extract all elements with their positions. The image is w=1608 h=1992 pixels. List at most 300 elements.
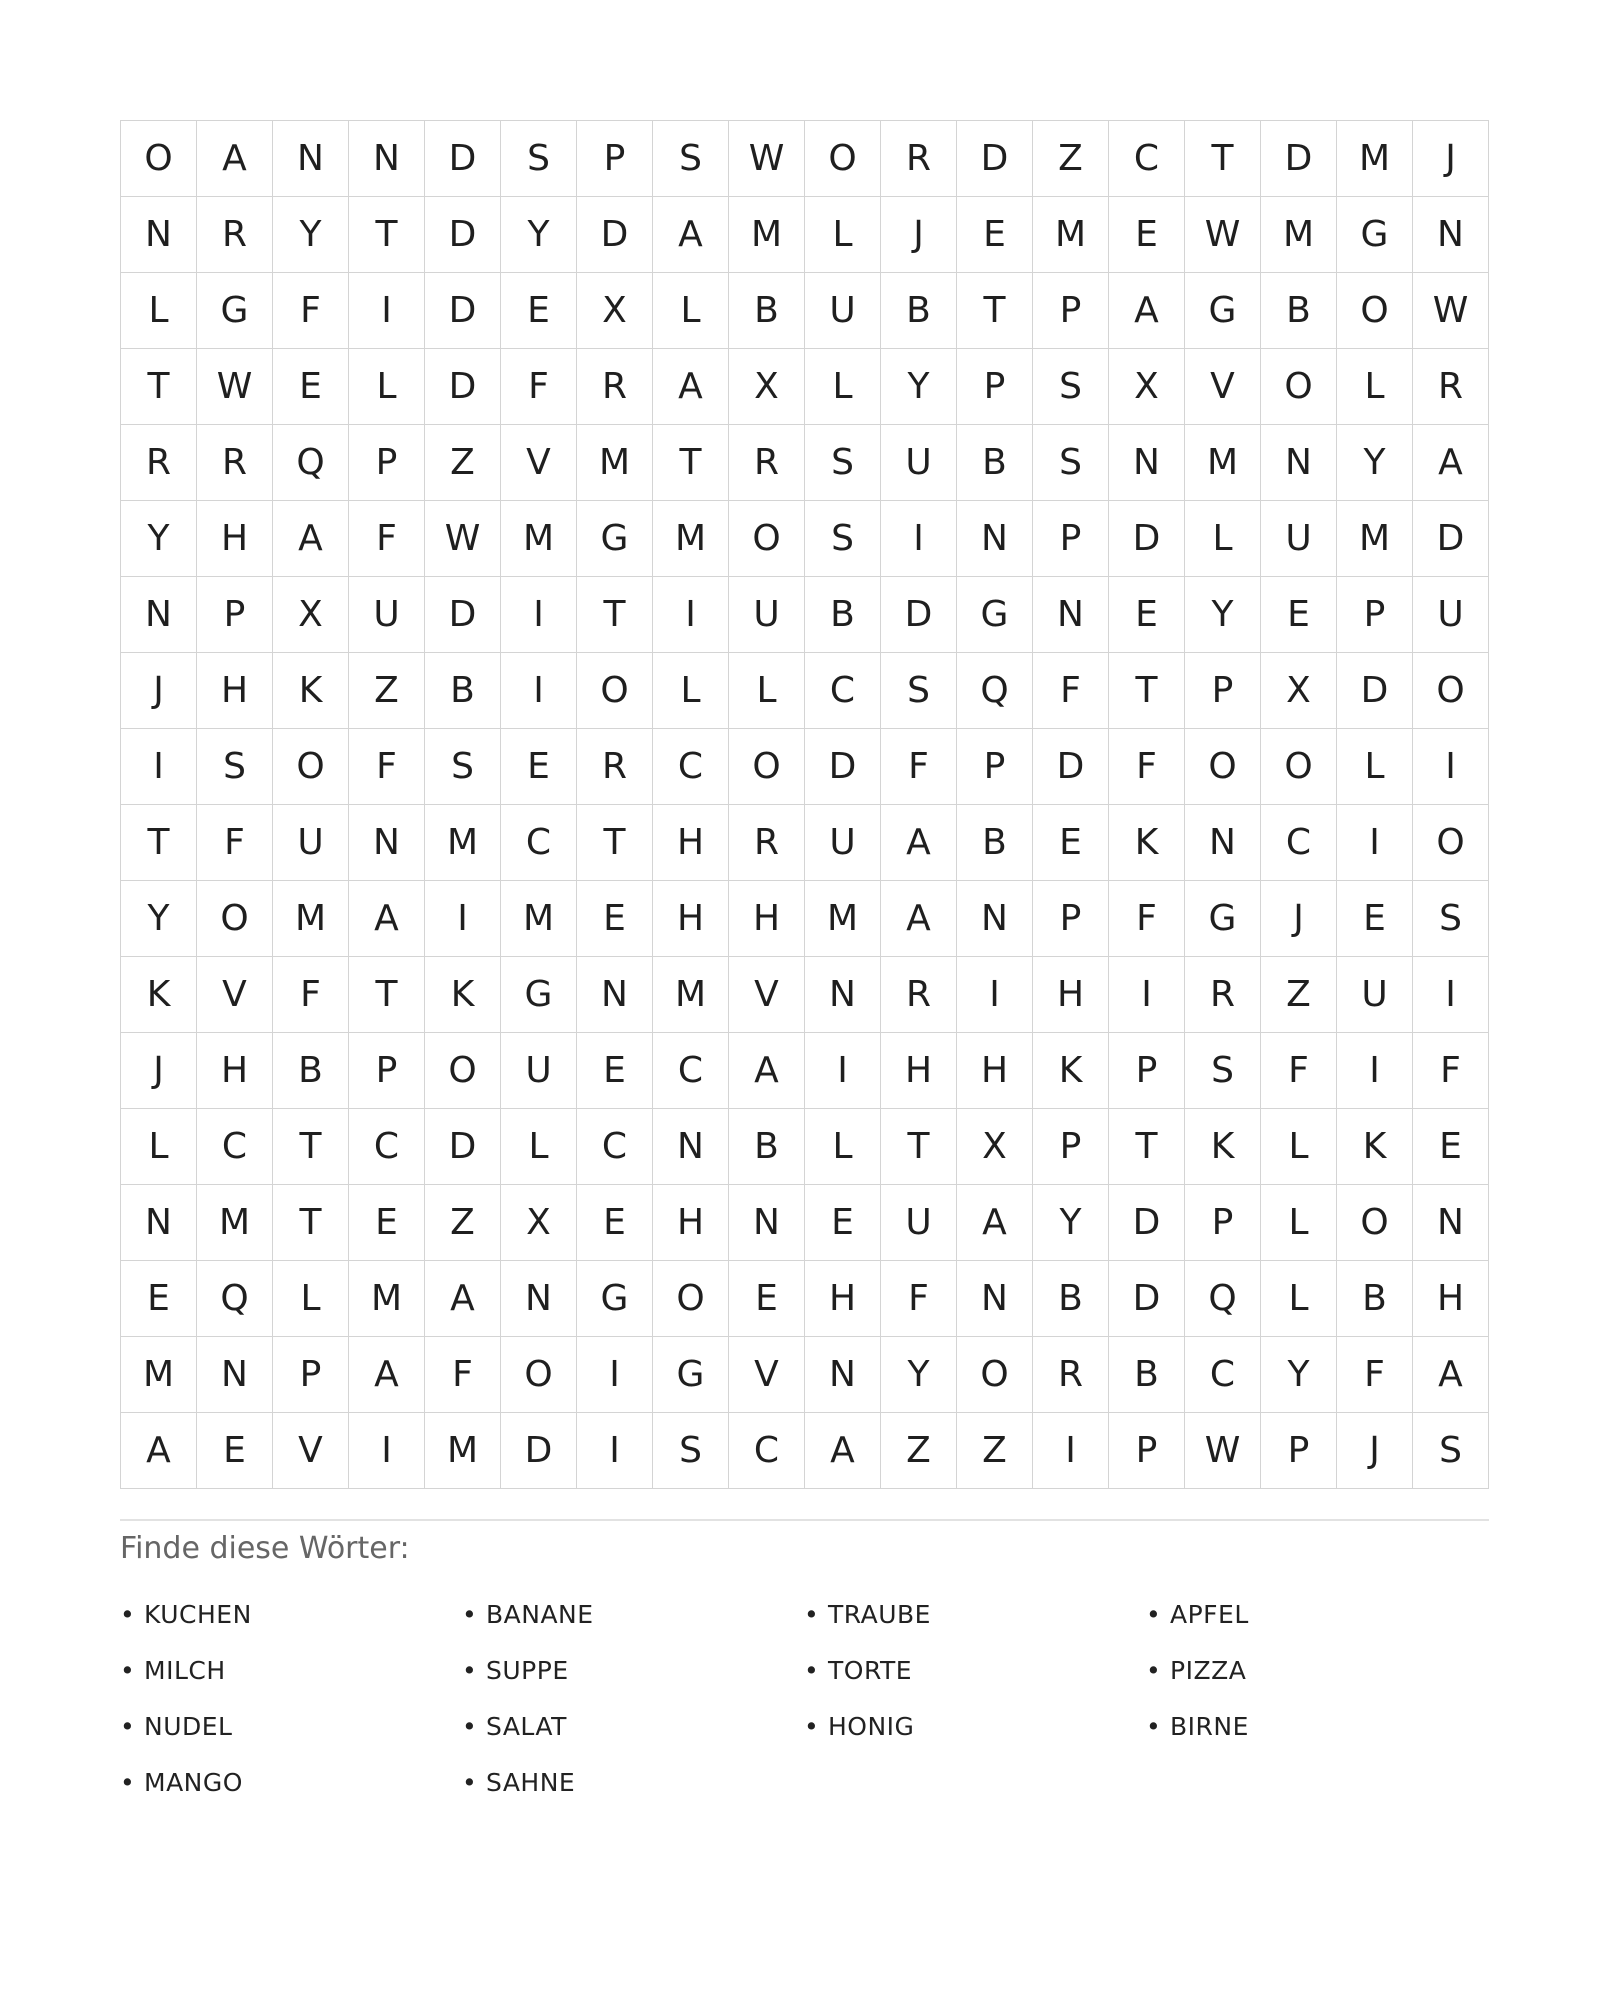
grid-cell[interactable]: Y: [501, 197, 577, 273]
grid-cell[interactable]: P: [1033, 273, 1109, 349]
grid-cell[interactable]: D: [1337, 653, 1413, 729]
grid-cell[interactable]: E: [577, 1185, 653, 1261]
grid-cell[interactable]: M: [805, 881, 881, 957]
grid-cell[interactable]: E: [349, 1185, 425, 1261]
grid-cell[interactable]: Z: [1033, 121, 1109, 197]
grid-cell[interactable]: M: [729, 197, 805, 273]
grid-cell[interactable]: J: [1261, 881, 1337, 957]
grid-cell[interactable]: D: [577, 197, 653, 273]
grid-cell[interactable]: I: [805, 1033, 881, 1109]
grid-cell[interactable]: F: [1109, 881, 1185, 957]
grid-cell[interactable]: A: [729, 1033, 805, 1109]
grid-cell[interactable]: H: [729, 881, 805, 957]
grid-cell[interactable]: F: [501, 349, 577, 425]
grid-cell[interactable]: E: [501, 273, 577, 349]
grid-cell[interactable]: F: [425, 1337, 501, 1413]
grid-cell[interactable]: S: [805, 425, 881, 501]
grid-cell[interactable]: B: [273, 1033, 349, 1109]
grid-cell[interactable]: O: [729, 501, 805, 577]
grid-cell[interactable]: D: [501, 1413, 577, 1489]
grid-cell[interactable]: D: [425, 197, 501, 273]
grid-cell[interactable]: V: [1185, 349, 1261, 425]
grid-cell[interactable]: O: [1413, 653, 1489, 729]
grid-cell[interactable]: T: [957, 273, 1033, 349]
grid-cell[interactable]: D: [425, 349, 501, 425]
grid-cell[interactable]: M: [653, 957, 729, 1033]
grid-cell[interactable]: B: [729, 273, 805, 349]
grid-cell[interactable]: A: [881, 881, 957, 957]
grid-cell[interactable]: N: [1261, 425, 1337, 501]
grid-cell[interactable]: M: [425, 805, 501, 881]
grid-cell[interactable]: P: [273, 1337, 349, 1413]
grid-cell[interactable]: D: [1109, 501, 1185, 577]
grid-cell[interactable]: U: [1337, 957, 1413, 1033]
grid-cell[interactable]: S: [653, 121, 729, 197]
grid-cell[interactable]: V: [729, 957, 805, 1033]
grid-cell[interactable]: C: [197, 1109, 273, 1185]
grid-cell[interactable]: Q: [1185, 1261, 1261, 1337]
grid-cell[interactable]: E: [1033, 805, 1109, 881]
grid-cell[interactable]: E: [121, 1261, 197, 1337]
grid-cell[interactable]: G: [653, 1337, 729, 1413]
grid-cell[interactable]: P: [1185, 1185, 1261, 1261]
grid-cell[interactable]: Q: [273, 425, 349, 501]
grid-cell[interactable]: Y: [1261, 1337, 1337, 1413]
grid-cell[interactable]: B: [805, 577, 881, 653]
grid-cell[interactable]: L: [1261, 1109, 1337, 1185]
grid-cell[interactable]: S: [1033, 425, 1109, 501]
grid-cell[interactable]: G: [577, 1261, 653, 1337]
grid-cell[interactable]: E: [1109, 197, 1185, 273]
grid-cell[interactable]: S: [1413, 881, 1489, 957]
grid-cell[interactable]: D: [1033, 729, 1109, 805]
grid-cell[interactable]: Y: [1337, 425, 1413, 501]
grid-cell[interactable]: L: [1185, 501, 1261, 577]
grid-cell[interactable]: U: [1413, 577, 1489, 653]
grid-cell[interactable]: U: [349, 577, 425, 653]
grid-cell[interactable]: O: [197, 881, 273, 957]
grid-cell[interactable]: H: [881, 1033, 957, 1109]
grid-cell[interactable]: P: [1185, 653, 1261, 729]
grid-cell[interactable]: L: [1261, 1261, 1337, 1337]
grid-cell[interactable]: W: [197, 349, 273, 425]
grid-cell[interactable]: L: [1337, 349, 1413, 425]
grid-cell[interactable]: E: [957, 197, 1033, 273]
grid-cell[interactable]: C: [1185, 1337, 1261, 1413]
grid-cell[interactable]: O: [1413, 805, 1489, 881]
grid-cell[interactable]: C: [653, 1033, 729, 1109]
grid-cell[interactable]: Y: [273, 197, 349, 273]
grid-cell[interactable]: X: [501, 1185, 577, 1261]
grid-cell[interactable]: H: [1033, 957, 1109, 1033]
grid-cell[interactable]: N: [273, 121, 349, 197]
grid-cell[interactable]: P: [1033, 1109, 1109, 1185]
grid-cell[interactable]: A: [1413, 1337, 1489, 1413]
grid-cell[interactable]: A: [653, 349, 729, 425]
grid-cell[interactable]: C: [1261, 805, 1337, 881]
grid-cell[interactable]: E: [197, 1413, 273, 1489]
grid-cell[interactable]: M: [121, 1337, 197, 1413]
grid-cell[interactable]: E: [729, 1261, 805, 1337]
grid-cell[interactable]: M: [1261, 197, 1337, 273]
grid-cell[interactable]: N: [729, 1185, 805, 1261]
grid-cell[interactable]: R: [197, 197, 273, 273]
grid-cell[interactable]: R: [197, 425, 273, 501]
grid-cell[interactable]: T: [273, 1109, 349, 1185]
grid-cell[interactable]: T: [1109, 653, 1185, 729]
grid-cell[interactable]: O: [653, 1261, 729, 1337]
grid-cell[interactable]: T: [577, 577, 653, 653]
grid-cell[interactable]: N: [805, 957, 881, 1033]
grid-cell[interactable]: K: [1185, 1109, 1261, 1185]
grid-cell[interactable]: L: [653, 273, 729, 349]
grid-cell[interactable]: I: [1337, 805, 1413, 881]
grid-cell[interactable]: G: [1185, 881, 1261, 957]
grid-cell[interactable]: A: [425, 1261, 501, 1337]
grid-cell[interactable]: N: [957, 1261, 1033, 1337]
grid-cell[interactable]: C: [501, 805, 577, 881]
grid-cell[interactable]: S: [1413, 1413, 1489, 1489]
grid-cell[interactable]: K: [425, 957, 501, 1033]
grid-cell[interactable]: K: [121, 957, 197, 1033]
grid-cell[interactable]: A: [805, 1413, 881, 1489]
grid-cell[interactable]: Y: [881, 349, 957, 425]
grid-cell[interactable]: G: [577, 501, 653, 577]
grid-cell[interactable]: N: [121, 197, 197, 273]
grid-cell[interactable]: S: [425, 729, 501, 805]
grid-cell[interactable]: E: [1413, 1109, 1489, 1185]
grid-cell[interactable]: M: [1185, 425, 1261, 501]
grid-cell[interactable]: L: [1261, 1185, 1337, 1261]
grid-cell[interactable]: K: [1337, 1109, 1413, 1185]
grid-cell[interactable]: R: [577, 729, 653, 805]
grid-cell[interactable]: B: [881, 273, 957, 349]
grid-cell[interactable]: T: [349, 957, 425, 1033]
grid-cell[interactable]: U: [881, 425, 957, 501]
grid-cell[interactable]: H: [197, 653, 273, 729]
grid-cell[interactable]: J: [881, 197, 957, 273]
grid-cell[interactable]: N: [197, 1337, 273, 1413]
grid-cell[interactable]: N: [1033, 577, 1109, 653]
grid-cell[interactable]: O: [1261, 349, 1337, 425]
grid-cell[interactable]: I: [121, 729, 197, 805]
grid-cell[interactable]: I: [1413, 957, 1489, 1033]
grid-cell[interactable]: A: [273, 501, 349, 577]
grid-cell[interactable]: G: [197, 273, 273, 349]
grid-cell[interactable]: S: [805, 501, 881, 577]
grid-cell[interactable]: X: [1261, 653, 1337, 729]
grid-cell[interactable]: U: [729, 577, 805, 653]
grid-cell[interactable]: M: [653, 501, 729, 577]
grid-cell[interactable]: T: [881, 1109, 957, 1185]
grid-cell[interactable]: M: [1033, 197, 1109, 273]
grid-cell[interactable]: D: [1109, 1261, 1185, 1337]
grid-cell[interactable]: N: [805, 1337, 881, 1413]
grid-cell[interactable]: O: [729, 729, 805, 805]
grid-cell[interactable]: T: [121, 805, 197, 881]
grid-cell[interactable]: Y: [1185, 577, 1261, 653]
grid-cell[interactable]: B: [957, 805, 1033, 881]
grid-cell[interactable]: S: [501, 121, 577, 197]
grid-cell[interactable]: F: [881, 1261, 957, 1337]
grid-cell[interactable]: I: [881, 501, 957, 577]
grid-cell[interactable]: F: [349, 501, 425, 577]
grid-cell[interactable]: F: [273, 957, 349, 1033]
grid-cell[interactable]: W: [1185, 1413, 1261, 1489]
grid-cell[interactable]: M: [1337, 501, 1413, 577]
grid-cell[interactable]: D: [425, 121, 501, 197]
grid-cell[interactable]: I: [1413, 729, 1489, 805]
grid-cell[interactable]: P: [577, 121, 653, 197]
grid-cell[interactable]: B: [425, 653, 501, 729]
grid-cell[interactable]: L: [501, 1109, 577, 1185]
grid-cell[interactable]: R: [729, 425, 805, 501]
grid-cell[interactable]: N: [957, 881, 1033, 957]
grid-cell[interactable]: K: [1033, 1033, 1109, 1109]
grid-cell[interactable]: Z: [425, 1185, 501, 1261]
grid-cell[interactable]: D: [425, 273, 501, 349]
grid-cell[interactable]: J: [1337, 1413, 1413, 1489]
grid-cell[interactable]: N: [349, 805, 425, 881]
grid-cell[interactable]: M: [349, 1261, 425, 1337]
grid-cell[interactable]: S: [881, 653, 957, 729]
grid-cell[interactable]: A: [197, 121, 273, 197]
grid-cell[interactable]: J: [121, 1033, 197, 1109]
grid-cell[interactable]: O: [1337, 1185, 1413, 1261]
grid-cell[interactable]: O: [501, 1337, 577, 1413]
grid-cell[interactable]: F: [1261, 1033, 1337, 1109]
grid-cell[interactable]: P: [349, 1033, 425, 1109]
grid-cell[interactable]: D: [425, 1109, 501, 1185]
grid-cell[interactable]: W: [425, 501, 501, 577]
grid-cell[interactable]: L: [729, 653, 805, 729]
grid-cell[interactable]: P: [349, 425, 425, 501]
grid-cell[interactable]: I: [957, 957, 1033, 1033]
grid-cell[interactable]: O: [1337, 273, 1413, 349]
grid-cell[interactable]: T: [121, 349, 197, 425]
grid-cell[interactable]: E: [577, 1033, 653, 1109]
grid-cell[interactable]: O: [273, 729, 349, 805]
grid-cell[interactable]: F: [349, 729, 425, 805]
grid-cell[interactable]: J: [121, 653, 197, 729]
grid-cell[interactable]: Y: [121, 881, 197, 957]
grid-cell[interactable]: C: [729, 1413, 805, 1489]
grid-cell[interactable]: I: [501, 577, 577, 653]
grid-cell[interactable]: P: [1109, 1033, 1185, 1109]
grid-cell[interactable]: P: [1109, 1413, 1185, 1489]
grid-cell[interactable]: W: [729, 121, 805, 197]
grid-cell[interactable]: H: [653, 881, 729, 957]
grid-cell[interactable]: E: [501, 729, 577, 805]
grid-cell[interactable]: H: [197, 501, 273, 577]
grid-cell[interactable]: P: [1261, 1413, 1337, 1489]
grid-cell[interactable]: U: [805, 273, 881, 349]
grid-cell[interactable]: D: [1109, 1185, 1185, 1261]
grid-cell[interactable]: A: [653, 197, 729, 273]
grid-cell[interactable]: Z: [349, 653, 425, 729]
grid-cell[interactable]: R: [881, 121, 957, 197]
grid-cell[interactable]: L: [805, 197, 881, 273]
grid-cell[interactable]: B: [729, 1109, 805, 1185]
grid-cell[interactable]: D: [425, 577, 501, 653]
grid-cell[interactable]: I: [349, 1413, 425, 1489]
grid-cell[interactable]: I: [501, 653, 577, 729]
grid-cell[interactable]: A: [957, 1185, 1033, 1261]
grid-cell[interactable]: I: [1337, 1033, 1413, 1109]
grid-cell[interactable]: O: [1185, 729, 1261, 805]
grid-cell[interactable]: X: [729, 349, 805, 425]
grid-cell[interactable]: M: [425, 1413, 501, 1489]
grid-cell[interactable]: C: [653, 729, 729, 805]
grid-cell[interactable]: S: [653, 1413, 729, 1489]
grid-cell[interactable]: M: [197, 1185, 273, 1261]
grid-cell[interactable]: U: [273, 805, 349, 881]
grid-cell[interactable]: I: [577, 1337, 653, 1413]
grid-cell[interactable]: D: [957, 121, 1033, 197]
grid-cell[interactable]: Q: [957, 653, 1033, 729]
grid-cell[interactable]: V: [197, 957, 273, 1033]
grid-cell[interactable]: R: [1185, 957, 1261, 1033]
grid-cell[interactable]: T: [577, 805, 653, 881]
grid-cell[interactable]: O: [805, 121, 881, 197]
grid-cell[interactable]: P: [1033, 881, 1109, 957]
grid-cell[interactable]: N: [349, 121, 425, 197]
grid-cell[interactable]: Z: [881, 1413, 957, 1489]
grid-cell[interactable]: F: [1413, 1033, 1489, 1109]
grid-cell[interactable]: H: [197, 1033, 273, 1109]
grid-cell[interactable]: Y: [1033, 1185, 1109, 1261]
grid-cell[interactable]: V: [501, 425, 577, 501]
grid-cell[interactable]: H: [653, 805, 729, 881]
grid-cell[interactable]: D: [1413, 501, 1489, 577]
grid-cell[interactable]: X: [957, 1109, 1033, 1185]
grid-cell[interactable]: O: [577, 653, 653, 729]
grid-cell[interactable]: O: [121, 121, 197, 197]
grid-cell[interactable]: I: [349, 273, 425, 349]
grid-cell[interactable]: T: [1185, 121, 1261, 197]
grid-cell[interactable]: E: [577, 881, 653, 957]
grid-cell[interactable]: Y: [881, 1337, 957, 1413]
grid-cell[interactable]: C: [1109, 121, 1185, 197]
grid-cell[interactable]: P: [1033, 501, 1109, 577]
grid-cell[interactable]: V: [729, 1337, 805, 1413]
grid-cell[interactable]: K: [273, 653, 349, 729]
grid-cell[interactable]: F: [1109, 729, 1185, 805]
grid-cell[interactable]: N: [577, 957, 653, 1033]
grid-cell[interactable]: P: [197, 577, 273, 653]
grid-cell[interactable]: S: [1033, 349, 1109, 425]
grid-cell[interactable]: N: [957, 501, 1033, 577]
grid-cell[interactable]: I: [1109, 957, 1185, 1033]
grid-cell[interactable]: D: [1261, 121, 1337, 197]
grid-cell[interactable]: E: [1261, 577, 1337, 653]
grid-cell[interactable]: W: [1185, 197, 1261, 273]
grid-cell[interactable]: H: [653, 1185, 729, 1261]
grid-cell[interactable]: N: [1109, 425, 1185, 501]
grid-cell[interactable]: E: [805, 1185, 881, 1261]
grid-cell[interactable]: M: [1337, 121, 1413, 197]
grid-cell[interactable]: I: [577, 1413, 653, 1489]
grid-cell[interactable]: C: [805, 653, 881, 729]
grid-cell[interactable]: L: [121, 273, 197, 349]
grid-cell[interactable]: L: [1337, 729, 1413, 805]
grid-cell[interactable]: C: [577, 1109, 653, 1185]
grid-cell[interactable]: L: [273, 1261, 349, 1337]
grid-cell[interactable]: M: [501, 501, 577, 577]
grid-cell[interactable]: J: [1413, 121, 1489, 197]
grid-cell[interactable]: N: [653, 1109, 729, 1185]
grid-cell[interactable]: G: [501, 957, 577, 1033]
grid-cell[interactable]: P: [957, 349, 1033, 425]
grid-cell[interactable]: E: [1337, 881, 1413, 957]
grid-cell[interactable]: X: [1109, 349, 1185, 425]
grid-cell[interactable]: F: [1337, 1337, 1413, 1413]
grid-cell[interactable]: A: [349, 881, 425, 957]
grid-cell[interactable]: O: [1261, 729, 1337, 805]
grid-cell[interactable]: P: [1337, 577, 1413, 653]
grid-cell[interactable]: A: [121, 1413, 197, 1489]
grid-cell[interactable]: A: [881, 805, 957, 881]
grid-cell[interactable]: N: [121, 1185, 197, 1261]
grid-cell[interactable]: F: [881, 729, 957, 805]
grid-cell[interactable]: Z: [425, 425, 501, 501]
grid-cell[interactable]: N: [501, 1261, 577, 1337]
grid-cell[interactable]: X: [273, 577, 349, 653]
grid-cell[interactable]: A: [349, 1337, 425, 1413]
grid-cell[interactable]: O: [425, 1033, 501, 1109]
grid-cell[interactable]: L: [805, 1109, 881, 1185]
grid-cell[interactable]: P: [957, 729, 1033, 805]
grid-cell[interactable]: K: [1109, 805, 1185, 881]
grid-cell[interactable]: N: [1413, 197, 1489, 273]
grid-cell[interactable]: H: [805, 1261, 881, 1337]
grid-cell[interactable]: N: [121, 577, 197, 653]
grid-cell[interactable]: V: [273, 1413, 349, 1489]
grid-cell[interactable]: R: [577, 349, 653, 425]
grid-cell[interactable]: Z: [957, 1413, 1033, 1489]
grid-cell[interactable]: T: [653, 425, 729, 501]
grid-cell[interactable]: F: [273, 273, 349, 349]
grid-cell[interactable]: L: [349, 349, 425, 425]
grid-cell[interactable]: B: [957, 425, 1033, 501]
grid-cell[interactable]: G: [1337, 197, 1413, 273]
grid-cell[interactable]: T: [349, 197, 425, 273]
grid-cell[interactable]: D: [881, 577, 957, 653]
grid-cell[interactable]: S: [1185, 1033, 1261, 1109]
grid-cell[interactable]: T: [1109, 1109, 1185, 1185]
grid-cell[interactable]: Q: [197, 1261, 273, 1337]
grid-cell[interactable]: R: [729, 805, 805, 881]
grid-cell[interactable]: L: [805, 349, 881, 425]
grid-cell[interactable]: M: [501, 881, 577, 957]
grid-cell[interactable]: L: [121, 1109, 197, 1185]
grid-cell[interactable]: U: [805, 805, 881, 881]
grid-cell[interactable]: U: [501, 1033, 577, 1109]
grid-cell[interactable]: G: [957, 577, 1033, 653]
grid-cell[interactable]: R: [1413, 349, 1489, 425]
grid-cell[interactable]: U: [1261, 501, 1337, 577]
grid-cell[interactable]: I: [425, 881, 501, 957]
grid-cell[interactable]: N: [1185, 805, 1261, 881]
grid-cell[interactable]: C: [349, 1109, 425, 1185]
grid-cell[interactable]: M: [577, 425, 653, 501]
grid-cell[interactable]: X: [577, 273, 653, 349]
grid-cell[interactable]: E: [273, 349, 349, 425]
grid-cell[interactable]: R: [121, 425, 197, 501]
grid-cell[interactable]: T: [273, 1185, 349, 1261]
grid-cell[interactable]: I: [1033, 1413, 1109, 1489]
grid-cell[interactable]: B: [1033, 1261, 1109, 1337]
